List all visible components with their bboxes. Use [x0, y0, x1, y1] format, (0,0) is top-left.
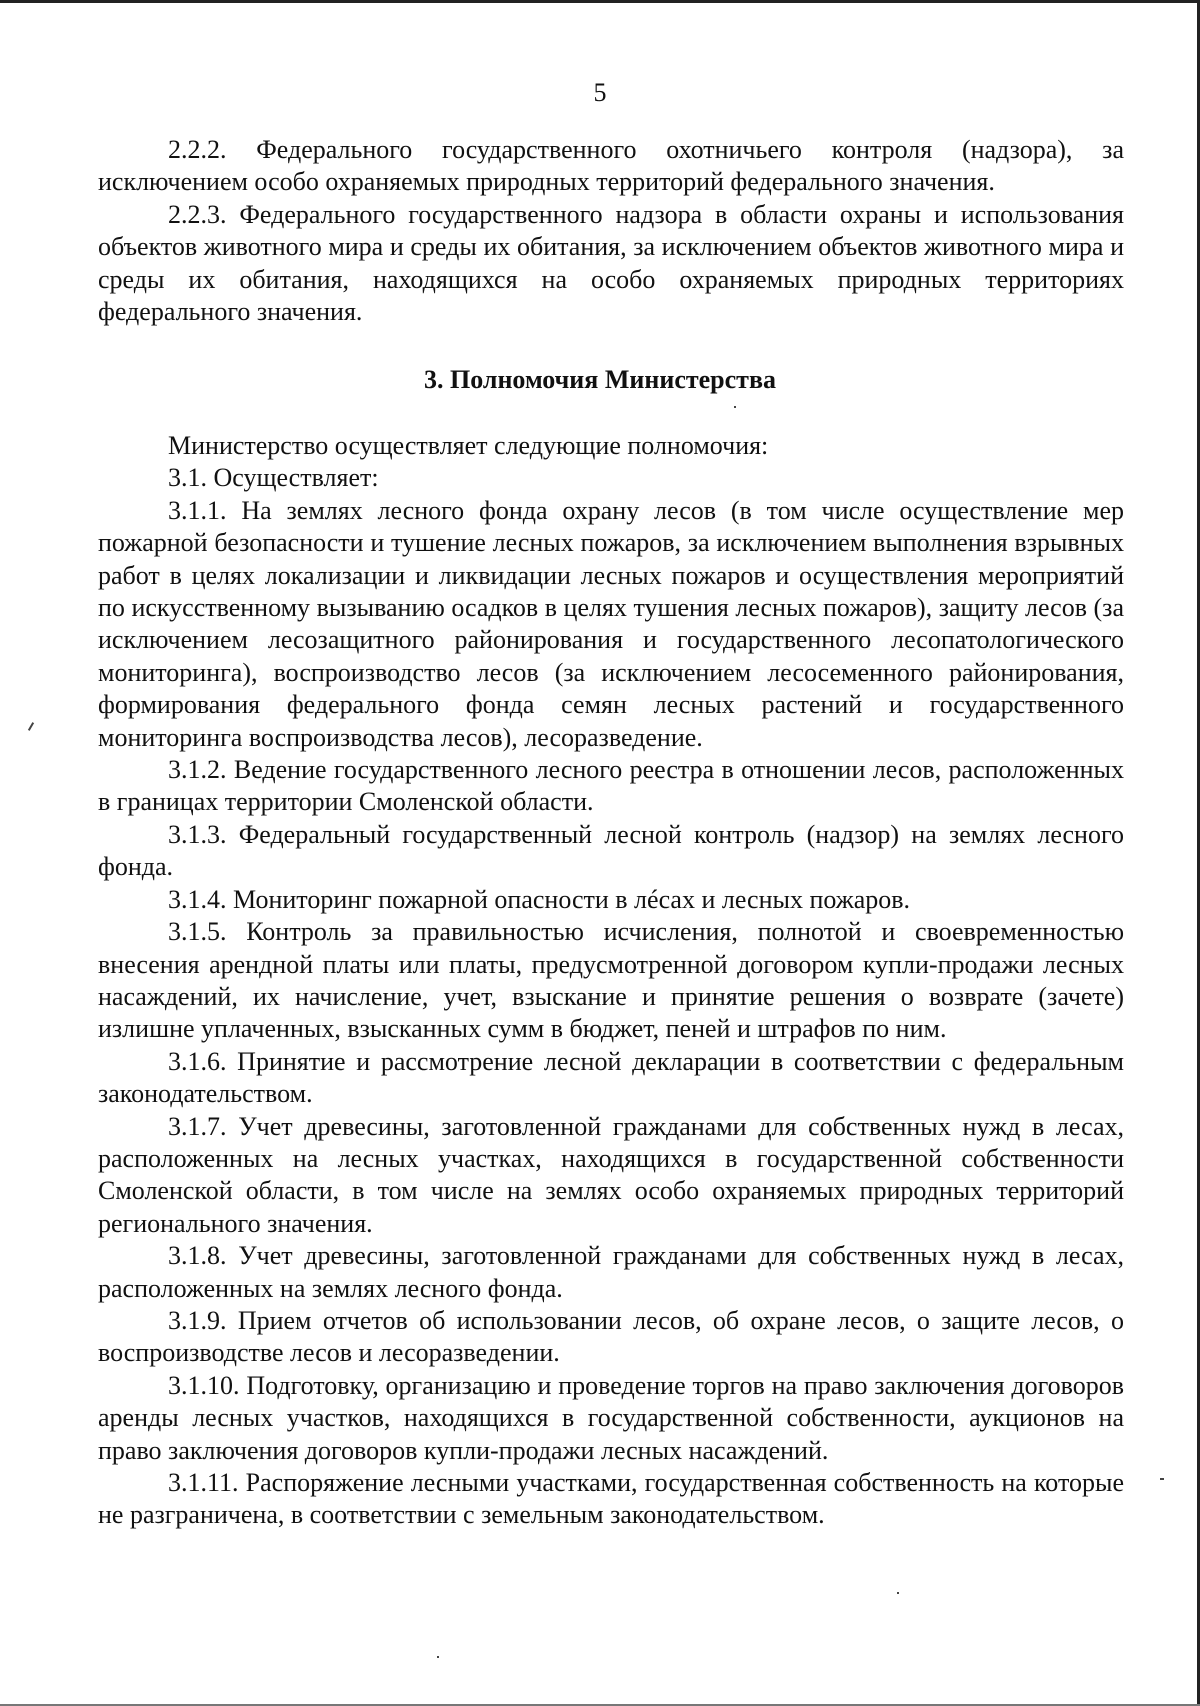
paragraph-3-1-1: 3.1.1. На землях лесного фонда охрану лесов (в том числе осуществление мер пожарной безопасности и тушение лесных пожаров, за исключением выполнения взрывных работ в целях локализации и ликвидации лесных пожаров и осуществления мероприятий по искусственному вызыванию осадков в целях тушения лесных пожаров), защиту лесов (за исключением лесозащитного районирования и государственного лесопатологического мониторинга), воспроизводство лесов (за исключением лесосеменного районирования, формирования федерального фонда семян лесных растений и государственного мониторинга воспроизводства лесов), лесоразведение.: [98, 495, 1124, 752]
paragraph-3-1-6: 3.1.6. Принятие и рассмотрение лесной декларации в соответствии с федеральным законодательством.: [98, 1046, 1124, 1109]
scan-mark: [28, 722, 34, 731]
section-2-continuation: [98, 134, 1124, 328]
paragraph-3-1-9: 3.1.9. Прием отчетов об использовании лесов, об охране лесов, о защите лесов, о воспроизводстве лесов и лесоразведении.: [98, 1305, 1124, 1368]
paragraph-3-1-11: 3.1.11. Распоряжение лесными участками, государственная собственность на которые не разграничена, в соответствии с земельным законодательством.: [98, 1468, 1124, 1530]
paragraph-3-1-2: 3.1.2. Ведение государственного лесного реестра в отношении лесов, расположенных в границах территории Смоленской области.: [98, 755, 1124, 817]
paragraph-3-1: 3.1. Осуществляет:: [168, 463, 379, 493]
paragraph-3-1-5: 3.1.5. Контроль за правильностью исчисления, полнотой и своевременностью внесения арендной платы или платы, предусмотренной договором купли-продажи лесных насаждений, их начисление, учет, взыскание и принятие решения о возврате (зачете) излишне уплаченных, взысканных сумм в бюджет, пеней и штрафов по ним.: [98, 917, 1124, 1044]
section-3-heading: 3. Полномочия Министерства: [423, 365, 776, 394]
paragraph-3-1-7: 3.1.7. Учет древесины, заготовленной гражданами для собственных нужд в лесах, расположенных на лесных участках, находящихся в государственной собственности Смоленской области, в том числе на землях особо охраняемых природных территорий регионального значения.: [98, 1111, 1124, 1238]
paragraph-intro: Министерство осуществляет следующие полномочия:: [168, 431, 769, 460]
paragraph-3-1-3: 3.1.3. Федеральный государственный лесной контроль (надзор) на землях лесного фонда.: [98, 819, 1124, 882]
scan-border-top: [0, 0, 1200, 3]
paragraph-2-2-3: 2.2.3. Федерального государственного надзора в области охраны и использования объектов животного мира и среды их обитания, за исключением объектов животного мира и среды их обитания, находящихся на особо охраняемых природных территориях федерального значения.: [98, 199, 1124, 327]
scan-mark: [1160, 1478, 1164, 1480]
paragraph-3-1-10: 3.1.10. Подготовку, организацию и проведение торгов на право заключения договоров аренды лесных участков, находящихся в государственной собственности, аукционов на право заключения договоров купли-продажи лесных насаждений.: [98, 1370, 1124, 1465]
paragraph-2-2-2: 2.2.2. Федерального государственного охотничьего контроля (надзора), за исключением особо охраняемых природных территорий федерального значения.: [98, 135, 1124, 197]
page-number: 5: [593, 78, 607, 107]
scan-mark: [437, 1656, 439, 1658]
paragraph-3-1-4: 3.1.4. Мониторинг пожарной опасности в лéсах и лесных пожаров.: [168, 884, 911, 914]
scan-mark: [897, 1592, 899, 1594]
section-3-body: [98, 430, 1124, 1532]
scan-mark: [734, 406, 736, 408]
paragraph-3-1-8: 3.1.8. Учет древесины, заготовленной гражданами для собственных нужд в лесах, расположенных на землях лесного фонда.: [98, 1241, 1124, 1303]
